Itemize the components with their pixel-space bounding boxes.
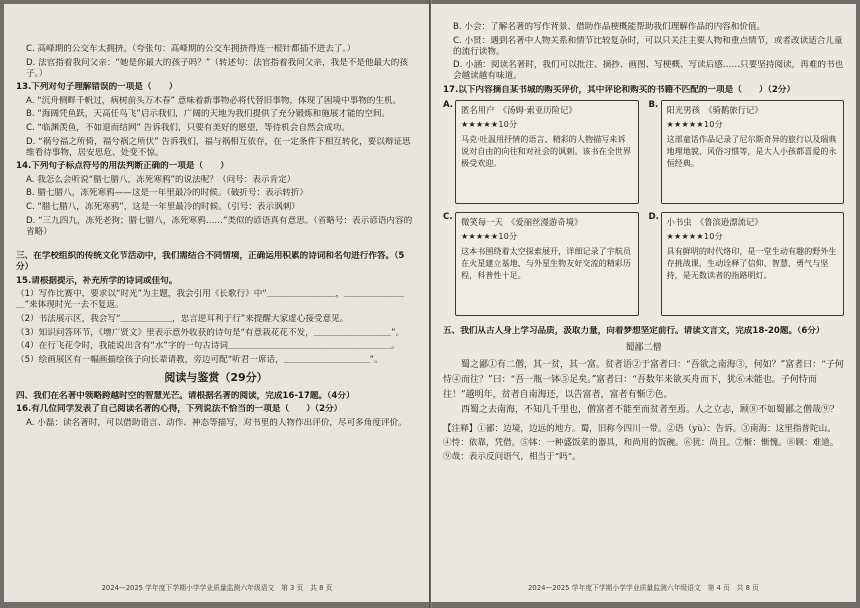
reviewer-name: 微笑每一天 xyxy=(461,216,503,227)
option-14d: D. “三九四九，冻死老狗；腊七腊八，冻死寒鸦……”类似的谚语真有意思。（省略号：表示谚语内容的省略） xyxy=(26,215,413,237)
review-text: 这部童话作品记录了尼尔斯奇异的旅行以及瑞典地理地貌、风俗习惯等，是大人小孩都喜爱的永恒经典。 xyxy=(666,133,837,169)
option-16d: D. 小涵：阅读名著时，我们可以批注、摘抄、画图、写梗概、写读后感……只要坚持阅读，再难的书也会越读越有味道。 xyxy=(453,60,844,82)
rating-stars: ★★★★★10分 xyxy=(461,231,518,241)
book-title: 《汤姆·索亚历险记》 xyxy=(502,104,577,115)
question-14: 14.下列句子标点符号的用法判断正确的一项是（ ） xyxy=(16,161,229,172)
option-13d: D. “祸兮福之所倚，福兮祸之所伏” 告诉我们，福与祸相互依存，在一定条件下相互转化，要以辩证思维看待事物，居安思危、处变不惊。 xyxy=(26,136,411,158)
review-option-d xyxy=(649,212,845,316)
book-title: 《鲁滨逊漂流记》 xyxy=(700,216,763,227)
classical-paragraph-2: 西蜀之去南海，不知几千里也，僧富者不能至而贫者至焉。人之立志，顾⑧不如蜀鄙之僧哉⑨？ xyxy=(461,404,840,415)
section-3-heading: 三、在学校组织的传统文化节活动中，我们需结合不同情境，正确运用积累的诗词和名句进行作答。（5分） xyxy=(16,251,405,273)
fill-item-2: （2）书法展示区，我会写“＿＿＿＿＿＿，忠言逆耳利于行”来提醒大家虚心接受意见。 xyxy=(16,313,349,324)
review-text: 具有鲜明的时代烙印，是一堂生动有趣的野外生存挑战课，生动诠释了信仰、智慧、勇气与坚持，是无数读者的指路明灯。 xyxy=(666,245,837,281)
rating-stars: ★★★★★10分 xyxy=(666,119,723,129)
classical-paragraph-1: 蜀之鄙①有二僧，其一贫，其一富。贫者语②于富者曰：“吾欲之南海③，何如？”富者曰：“子何恃④而往？”曰：“吾一瓶一钵⑤足矣。”富者曰：“吾数年来欲买舟而下，犹⑥未能也。子何恃而往！”越明年，贫者自南海还，以告富者，富者有惭⑦色。 xyxy=(443,359,844,400)
section-4-heading: 四、我们在名著中领略跨越时空的智慧光芒。请根据名著的阅读，完成16-17题。（4分） xyxy=(16,390,355,401)
review-text: 马克·吐温用抒情的语言、精彩的人物描写来诉说对自由的向往和对社会的讽刺。该书在全世界极受欢迎。 xyxy=(461,133,631,169)
section-5-heading: 五、我们从古人身上学习品质，汲取力量，向着梦想坚定前行。请读文言文，完成18-20题。（6分） xyxy=(443,325,825,336)
option-12c: C. 高峰期的公交车太拥挤。（夸张句：高峰期的公交车拥挤得连一根针都插不进去了。） xyxy=(26,44,356,54)
option-14c: C. “腊七腊八，冻死寒鸦”，这是一年里最冷的时候。（引号：表示讽刺） xyxy=(26,201,300,212)
review-card xyxy=(455,100,639,204)
exam-page-3 xyxy=(4,4,430,602)
option-16a: A. 小磊：读名著时，可以借助语言、动作、神态等描写，对书里的人物作出评价，尽可多角度评价。 xyxy=(26,417,407,428)
review-option-b xyxy=(649,100,845,204)
option-13a: A. “沉舟侧畔千帆过，病树前头万木春” 意味着新事物必将代替旧事物，体现了困境中事物的生机。 xyxy=(26,95,402,106)
annotation-notes: 【注释】①鄙：边境，边远的地方。蜀，旧称今四川一带。②语（yù）：告诉。③南海：这里指普陀山。④恃：依靠，凭借。⑤钵：一种盛饭菜的器具，和尚用的饭碗。⑥犹：尚且。⑦惭：惭愧。⑧顾：难道。⑨哉：表示反问语气，相当于“吗”。 xyxy=(443,423,839,462)
book-title: 《骑鹅旅行记》 xyxy=(708,104,763,115)
review-card xyxy=(661,212,845,316)
page-footer: 2024—2025 学年度下学期小学学业质量监测六年级语文 第 4 页 共 8 页 xyxy=(528,584,759,592)
option-16b: B. 小会：了解名著的写作背景、借助作品梗概能帮助我们理解作品的内容和价值。 xyxy=(453,22,766,32)
option-16c: C. 小贤：遇到名著中人物关系和情节比较复杂时，可以只关注主要人物和重点情节，或者改读适合儿童的流行读物。 xyxy=(453,35,843,57)
book-title: 《爱丽丝漫游奇境》 xyxy=(511,216,583,227)
review-option-a xyxy=(443,100,639,204)
review-text: 这本书围绕着太空探索展开，详细记录了宇航员在火星建立基地、与外星生物友好交流的精彩历程，科普性十足。 xyxy=(461,245,631,281)
question-17: 17.以下内容摘自某书城的购买评价，其中评论和购买的书籍不匹配的一项是（ ）（2分） xyxy=(443,84,796,95)
page-footer: 2024—2025 学年度下学期小学学业质量监测六年级语文 第 3 页 共 8 页 xyxy=(101,584,333,592)
fill-item-1: （1）写作比赛中，要求以“时光”为主题，我会引用《长歌行》中“＿＿＿＿＿＿＿＿，＿＿＿＿＿＿＿＿”来体现时光一去不复返。 xyxy=(16,289,405,311)
option-14a: A. 我怎么会听说“腊七腊八，冻死寒鸦”的说法呢？（问号：表示肯定） xyxy=(26,174,296,185)
option-13b: B. “海阔凭鱼跃，天高任鸟飞”启示我们，广阔的天地为我们提供了充分锻炼和施展才能的空间。 xyxy=(26,109,391,120)
fill-item-4: （4）在行飞花令时，我能说出含有“水”字的一句古诗词＿＿＿＿＿＿＿＿＿＿＿＿＿＿＿＿＿＿＿。 xyxy=(16,341,400,352)
option-12d: D. 法官指着我问父亲：“她是你最大的孩子吗？”（转述句：法官指着我问父亲，我是不是他最大的孩子。） xyxy=(26,57,408,79)
option-letter: B. xyxy=(648,99,659,110)
review-card xyxy=(455,212,639,316)
review-card xyxy=(661,100,845,204)
option-letter: D. xyxy=(648,211,659,222)
classical-text-title: 蜀鄙二僧 xyxy=(625,342,662,353)
reading-section-title: 阅读与鉴赏（29分） xyxy=(164,370,268,384)
review-option-c xyxy=(443,212,639,316)
option-14b: B. 腊七腊八，冻死寒鸦——这是一年里最冷的时候。（破折号：表示转折） xyxy=(26,188,309,199)
question-15: 15.请根据提示，补充所学的诗词或佳句。 xyxy=(16,275,178,286)
reviewer-name: 小书虫 xyxy=(666,216,692,227)
exam-page-4 xyxy=(431,4,856,602)
question-16: 16.有几位同学发表了自己阅读名著的心得，下列说法不恰当的一项是（ ）（2分） xyxy=(16,404,343,415)
reviewer-name: 匿名用户 xyxy=(461,104,495,115)
fill-item-5: （5）绘画展区有一幅画描绘孩子向长辈请教，旁边可配“听君一席话，＿＿＿＿＿＿＿＿＿＿”。 xyxy=(16,354,383,365)
rating-stars: ★★★★★10分 xyxy=(461,119,518,129)
fill-item-3: （3）知识问答环节，《增广贤文》里表示意外收获的诗句是“有意栽花花不发，＿＿＿＿＿＿＿＿＿”。 xyxy=(16,327,405,338)
option-letter: A. xyxy=(443,99,454,110)
review-card-grid xyxy=(443,100,844,316)
option-13c: C. “临渊羡鱼，不如退而结网” 告诉我们，只要有美好的愿望，等待机会自然会成功。 xyxy=(26,122,350,133)
reviewer-name: 阳光男孩 xyxy=(666,104,700,115)
option-letter: C. xyxy=(443,211,453,222)
rating-stars: ★★★★★10分 xyxy=(666,231,723,241)
question-13: 13.下列对句子理解错误的一项是（ ） xyxy=(16,82,178,93)
